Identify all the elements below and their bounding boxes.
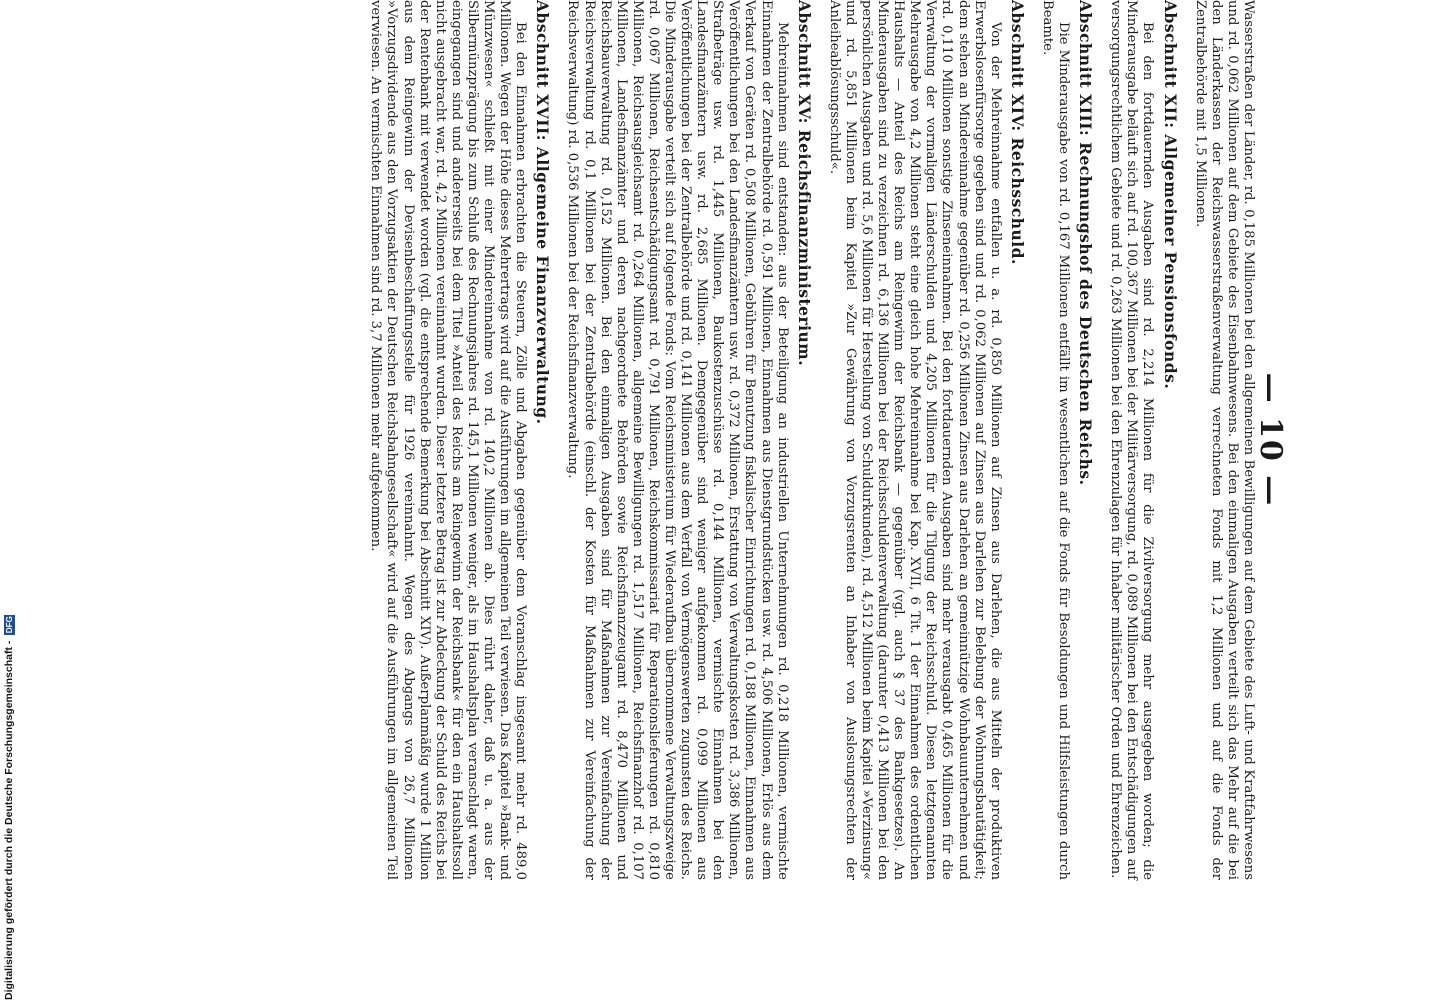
paragraph-wasserstrassen: Wasserstraßen der Länder, rd. 0,185 Millionen bei den allgemeinen Bewilligungen auf dem Gebiete des Luft- und Kraftfahrwesens und rd. 0,062 Millionen auf dem Gebiete des Eisenbahnwesens. Bei den einmaligen Ausgaben verteilt sich das Mehr auf die bei den Länderkassen der Reichswasserstraßenverwaltung verrechneten Fonds mit 1,2 Millionen und auf die Fonds der Zentralbehörde mit 1,5 Millionen.	[1192, 0, 1256, 880]
heading-abschnitt-xvii: Abschnitt XVII: Allgemeine Finanzverwaltung.	[533, 0, 553, 425]
paragraph-reichsschuld: Von der Mehreinnahme entfallen u. a. rd. 0,850 Millionen auf Zinsen aus Darlehen, die aus Mitteln der produktiven Erwerbslosenfürsorge gegeben sind und rd. 0,062 Millionen auf Zinsen aus Darlehen zur Belebung der Wohnungsbautätigkeit; dem stehen an Mindereinnahme gegenüber rd. 0,256 Millionen Zinsen aus Darlehen an gemeinnützige Wohnbauunternehmen und rd. 0,110 Millionen sonstige Zinseneinnahmen. Bei den fortdauernden Ausgaben sind mehr verausgabt 0,465 Millionen für die Verwaltung der vormaligen Länderschulden und 4,205 Millionen für die Tilgung der Reichsschuld. Diesen letztgenannten Mehrausgabe von 4,2 Millionen steht eine gleich hohe Mehreinnahme bei Kap. XVII, 6 Tit. 1 der Einnahmen des ordentlichen Haushalts — Anteil des Reichs am Reingewinn der Reichsbank — gegenüber (vgl. auch § 37 des Bankgesetzes). An Minderausgaben sind zu verzeichnen rd. 6,136 Millionen bei der Reichsschuldenverwaltung (darunter 0,413 Millionen bei den persönlichen Ausgaben und rd. 5,6 Millionen für Herstellung von Schuldurkunden), rd. 4,512 Millionen beim Kapitel »Verzinsung« und rd. 5,851 Millionen beim Kapitel »Zur Gewährung von Vorzugsrenten an Inhaber von Auslosungsrechten der Anleiheablösungsschuld«.	[826, 0, 1003, 880]
heading-abschnitt-xii: Abschnitt XII: Allgemeiner Pensionsfonds.	[1160, 0, 1180, 390]
heading-abschnitt-xv: Abschnitt XV: Reichsfinanzministerium.	[794, 0, 814, 367]
paragraph-rechnungshof: Die Minderausgabe von rd. 0,167 Millionen entfällt im wesentlichen auf die Fonds für Besoldungen und Hilfsleistungen durch Beamte.	[1039, 0, 1072, 880]
footer-text: Digitalisierung gefördert durch die Deutsche Forschungsgemeinschaft -	[3, 640, 15, 1000]
page-number: — 10 —	[1253, 372, 1288, 508]
heading-abschnitt-xiii: Abschnitt XIII: Rechnungshof des Deutschen Reichs.	[1076, 0, 1096, 486]
dfg-logo: DFG	[4, 616, 14, 634]
paragraph-reichsfinanzministerium: Mehreinnahmen sind entstanden: aus der Beteiligung an industriellen Unternehmungen rd. 0,218 Millionen, vermischte Einnahmen der Zentralbehörde rd. 0,591 Millionen, Einnahmen aus Dienstgrundstücken usw. rd. 4,506 Millionen, Erlös aus dem Verkauf von Geräten rd. 0,508 Millionen, Gebühren für Benutzung fiskalischer Einrichtungen rd. 0,188 Millionen, Einnahmen aus Veröffentlichungen bei den Landesfinanzämtern usw. rd. 0,372 Millionen, Erstattung von Verwaltungskosten rd. 3,386 Millionen, Strafbeträge usw. rd. 1,445 Millionen, Baukostenzuschüsse rd. 0,144 Millionen, vermischte Einnahmen bei den Landesfinanzämtern usw. rd. 2,685 Millionen. Demgegenüber sind weniger aufgekommen rd. 0,099 Millionen aus Veröffentlichungen bei der Zentralbehörde und rd. 0,141 Millionen aus dem Verfall von Vermögenswerten zugunsten des Reichs. Die Minderausgabe verteilt sich auf folgende Fonds: Vom Reichsministerium für Wiederaufbau übernommene Verwaltungszweige rd. 0,067 Millionen, Reichsentschädigungsamt rd. 0,791 Millionen, Reichskommissariat für Reparationslieferungen rd. 0,810 Millionen, Reichsausgleichsamt rd. 0,264 Millionen, allgemeine Bewilligungen rd. 1,517 Millionen, Reichsfinanzhof rd. 0,107 Millionen, Landesfinanzämter und deren nachgeordnete Behörden sowie Reichsfinanzzeugamt rd. 8,470 Millionen und Reichsbauverwaltung rd. 0,152 Millionen. Bei den einmaligen Ausgaben sind für Maßnahmen zur Vereinfachung der Reichsverwaltung rd. 0,1 Millionen bei der Zentralbehörde (einschl. der Kosten für Maßnahmen zur Vereinfachung der Reichsverwaltung) rd. 0,536 Millionen bei der Reichsfinanzverwaltung.	[565, 0, 790, 880]
heading-abschnitt-xiv: Abschnitt XIV: Reichsschuld.	[1007, 0, 1027, 265]
paragraph-finanzverwaltung: Bei den Einnahmen erbrachten die Steuern, Zölle und Abgaben gegenüber dem Voranschlag insgesamt mehr rd. 489,0 Millionen. Wegen der Höhe dieses Mehrertrags wird auf die Ausführungen im allgemeinen Teil verwiesen. Das Kapitel »Bank- und Münzwesen« schließt mit einer Mindereinnahme von rd. 140,2 Millionen ab. Dies rührt daher, daß u. a. aus der Silbermünzprägung bis zum Schluß des Rechnungsjahres rd. 145,1 Millionen weniger, als im Haushaltsplan veranschlagt waren, eingegangen sind und andererseits bei dem Titel »Anteil des Reichs am Reingewinn der Reichsbank« für den ein Haushaltssoll nicht ausgebracht war, rd. 4,2 Millionen vereinnahmt wurden. Dieser letztere Betrag ist zur Abdeckung der Schuld des Reichs bei der Rentenbank mit verwendet worden (vgl. die entsprechende Bemerkung bei Abschnitt XIV). Außerplanmäßig wurde 1 Million aus dem Reingewinn der Devisenbeschaffungsstelle für 1926 vereinnahmt. Wegen des Abgangs von 26,7 Millionen »Vorzugsdividende aus den Vorzugsaktien der Deutschen Reichsbahngesellschaft« wird auf die Ausführungen im allgemeinen Teil verwiesen. An vermischten Einnahmen sind rd. 3,7 Millionen mehr aufgekommen.	[368, 0, 529, 880]
digitization-footer	[2, 580, 16, 1000]
rotated-document-page	[80, 0, 1288, 880]
paragraph-pensionsfonds: Bei den fortdauernden Ausgaben sind rd. 2,214 Millionen für die Zivilversorgung mehr ausgegeben worden; die Minderausgabe beläuft sich auf rd. 100,367 Millionen bei der Militärversorgung, rd. 0,089 Millionen bei den Entschädigungen auf versorgungsrechtlichem Gebiete und rd. 0,263 Millionen bei den Ehrenzulagen für Inhaber militärischer Orden und Ehrenzeichen.	[1108, 0, 1156, 880]
